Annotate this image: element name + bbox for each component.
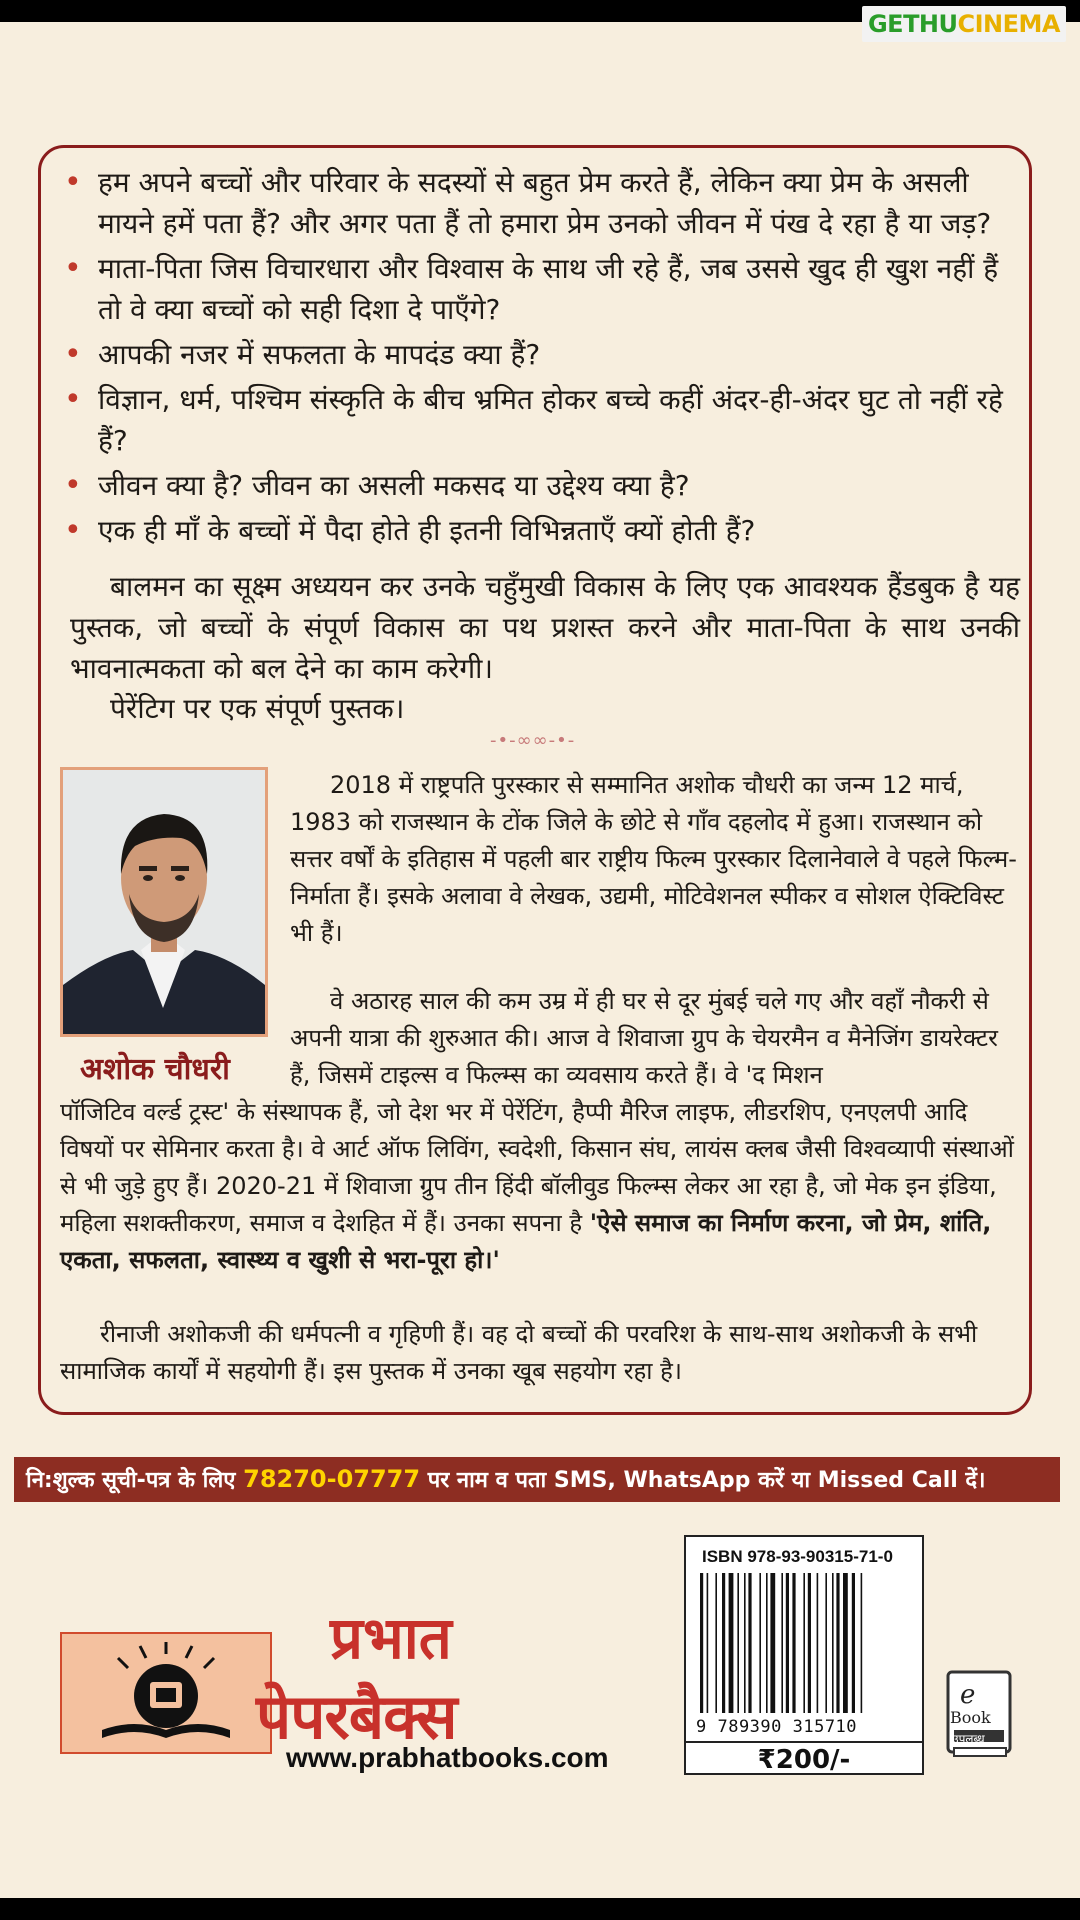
list-item bbox=[60, 510, 1020, 551]
list-item bbox=[60, 162, 1020, 244]
barcode-stripe bbox=[836, 1573, 839, 1713]
barcode-stripe bbox=[786, 1573, 789, 1713]
list-item-text: विज्ञान, धर्म, पश्चिम संस्कृति के बीच भ्रमित होकर बच्चे कहीं अंदर-ही-अंदर घुट तो नहीं रहे हैं? bbox=[98, 383, 1003, 457]
bullet-icon: • bbox=[64, 382, 82, 417]
barcode-icon bbox=[700, 1573, 910, 1715]
barcode-stripe bbox=[744, 1573, 746, 1713]
author-bio-paragraph-1: 2018 में राष्ट्रपति पुरस्कार से सम्मानित अशोक चौधरी का जन्म 12 मार्च, 1983 को राजस्थान के टोंक जिले के छोटे से गाँव दहलोद में हुआ। राजस्थान को सत्तर वर्षों के इतिहास में पहली बार राष्ट्रीय फिल्म पुरस्कार दिलानेवाले वे पहले फिल्म-निर्माता हैं। इसके अलावा वे लेखक, उद्यमी, मोटिवेशनल स्पीकर व सोशल ऐक्टिविस्ट भी हैं। bbox=[290, 771, 1017, 947]
list-item bbox=[60, 248, 1020, 330]
call-bar-suffix: पर नाम व पता SMS, WhatsApp करें या Missed Call दें। bbox=[427, 1468, 986, 1493]
publisher-brand-line2: पेपरबैक्स bbox=[256, 1680, 457, 1753]
watermark-part1: GETHU bbox=[867, 10, 958, 38]
bullet-icon: • bbox=[64, 251, 82, 286]
barcode-stripe bbox=[766, 1573, 768, 1713]
publisher-website: www.prabhatbooks.com bbox=[286, 1742, 609, 1773]
author-photo bbox=[60, 767, 268, 1037]
list-item-text: माता-पिता जिस विचारधारा और विश्वास के साथ जी रहे हैं, जब उससे खुद ही खुश नहीं हैं तो वे क्या बच्चों को सही दिशा दे पाएँगे? bbox=[98, 252, 999, 326]
bottom-black-bar bbox=[0, 1898, 1080, 1920]
call-bar-prefix: नि:शुल्क सूची-पत्र के लिए bbox=[26, 1468, 236, 1493]
barcode-stripe bbox=[781, 1573, 783, 1713]
barcode-stripe bbox=[759, 1573, 761, 1713]
author-name: अशोक चौधरी bbox=[80, 1052, 230, 1087]
barcode-stripe bbox=[861, 1573, 863, 1713]
publisher-logo bbox=[60, 1632, 272, 1754]
author-bio-paragraph-3 bbox=[60, 1094, 1022, 1279]
barcode-stripe bbox=[825, 1573, 827, 1713]
list-item bbox=[60, 379, 1020, 461]
ebook-e-letter: e bbox=[960, 1680, 976, 1710]
author-bio-paragraph-2: वे अठारह साल की कम उम्र में ही घर से दूर मुंबई चले गए और वहाँ नौकरी से अपनी यात्रा की शुरुआत की। आज वे शिवाजा ग्रुप के चेयरमैन व मैनेजिंग डायरेक्टर हैं, जिसमें टाइल्स व फिल्म्स का व्यवसाय करते हैं। वे 'द मिशन bbox=[290, 987, 998, 1089]
author-dream-quote: 'ऐसे समाज का निर्माण करना, जो प्रेम, शांति, एकता, सफलता, स्वास्थ्य व खुशी से भरा-पूरा हो।' bbox=[60, 1209, 992, 1274]
book-description: बालमन का सूक्ष्म अध्ययन कर उनके चहुँमुखी विकास के लिए एक आवश्यक हैंडबुक है यह पुस्तक, जो बच्चों के संपूर्ण विकास का पथ प्रशस्त करने और माता-पिता के साथ उनकी भावनात्मकता को बल देने का काम करेगी। bbox=[70, 570, 1020, 685]
barcode-stripe bbox=[808, 1573, 811, 1713]
list-item-text: एक ही माँ के बच्चों में पैदा होते ही इतनी विभिन्नताएँ क्यों होती हैं? bbox=[98, 514, 756, 547]
book-price: ₹200/- bbox=[686, 1741, 922, 1777]
watermark-part2: CINEMA bbox=[957, 10, 1060, 38]
call-bar-phone: 78270-07777 bbox=[243, 1465, 421, 1493]
book-tagline: पेरेंटिग पर एक संपूर्ण पुस्तक। bbox=[110, 692, 405, 725]
ornament-divider: -•-∞∞-•- bbox=[490, 730, 576, 751]
barcode-stripe bbox=[729, 1573, 734, 1713]
barcode-stripe bbox=[792, 1573, 795, 1713]
barcode-stripe bbox=[707, 1573, 709, 1713]
bullet-icon: • bbox=[64, 165, 82, 200]
book-emblem-icon bbox=[62, 1634, 270, 1752]
list-item-text: जीवन क्या है? जीवन का असली मकसद या उद्देश्य क्या है? bbox=[98, 469, 690, 502]
barcode-stripe bbox=[843, 1573, 848, 1713]
barcode-stripe bbox=[832, 1573, 834, 1713]
list-item bbox=[60, 334, 1020, 375]
list-item-text: हम अपने बच्चों और परिवार के सदस्यों से बहुत प्रेम करते हैं, लेकिन क्या प्रेम के असली मायने हमें पता हैं? और अगर पता हैं तो हमारा प्रेम उनको जीवन में पंख दे रहा है या जड़? bbox=[98, 166, 992, 240]
bullet-icon: • bbox=[64, 468, 82, 503]
publisher-brand-line1: प्रभात bbox=[330, 1604, 452, 1672]
barcode-stripe bbox=[748, 1573, 751, 1713]
list-item-text: आपकी नजर में सफलता के मापदंड क्या हैं? bbox=[98, 338, 541, 371]
question-list bbox=[60, 162, 1020, 555]
author-portrait-icon bbox=[63, 770, 265, 1034]
author-bio-paragraph-4: रीनाजी अशोकजी की धर्मपत्नी व गृहिणी हैं। वह दो बच्चों की परवरिश के साथ-साथ अशोकजी के सभी सामाजिक कार्यों में सहयोगी हैं। इस पुस्तक में उनका खूब सहयोग रहा है। bbox=[60, 1320, 978, 1385]
bullet-icon: • bbox=[64, 513, 82, 548]
bullet-icon: • bbox=[64, 337, 82, 372]
ebook-available-label: उपलब्ध bbox=[952, 1732, 985, 1746]
barcode-stripe bbox=[770, 1573, 775, 1713]
barcode-stripe bbox=[722, 1573, 725, 1713]
ebook-book-label: Book bbox=[950, 1708, 991, 1727]
barcode-stripe bbox=[737, 1573, 739, 1713]
barcode-stripe bbox=[715, 1573, 717, 1713]
catalog-call-bar bbox=[14, 1457, 1060, 1502]
barcode-digits: 9 789390 315710 bbox=[696, 1717, 858, 1737]
barcode-stripe bbox=[817, 1573, 819, 1713]
isbn-number: ISBN 978-93-90315-71-0 bbox=[702, 1547, 893, 1566]
watermark-logo bbox=[862, 6, 1066, 42]
barcode-stripe bbox=[700, 1573, 703, 1713]
barcode-stripe bbox=[803, 1573, 805, 1713]
barcode-stripe bbox=[852, 1573, 855, 1713]
list-item bbox=[60, 465, 1020, 506]
isbn-barcode-box bbox=[684, 1535, 924, 1775]
author-bio-text: पॉजिटिव वर्ल्ड ट्रस्ट' के संस्थापक हैं, जो देश भर में पेरेंटिंग, हैप्पी मैरिज लाइफ, लीडरशिप, एनएलपी आदि विषयों पर सेमिनार करता है। वे आर्ट ऑफ लिविंग, स्वदेशी, किसान संघ, लायंस क्लब जैसी विश्वव्यापी संस्थाओं से भी जुड़े हुए हैं। 2020-21 में शिवाजा ग्रुप तीन हिंदी बॉलीवुड फिल्म्स लेकर आ रहा है, जो मेक इन इंडिया, महिला सशक्तीकरण, समाज व देशहित में हैं। उनका सपना है bbox=[60, 1098, 1014, 1237]
